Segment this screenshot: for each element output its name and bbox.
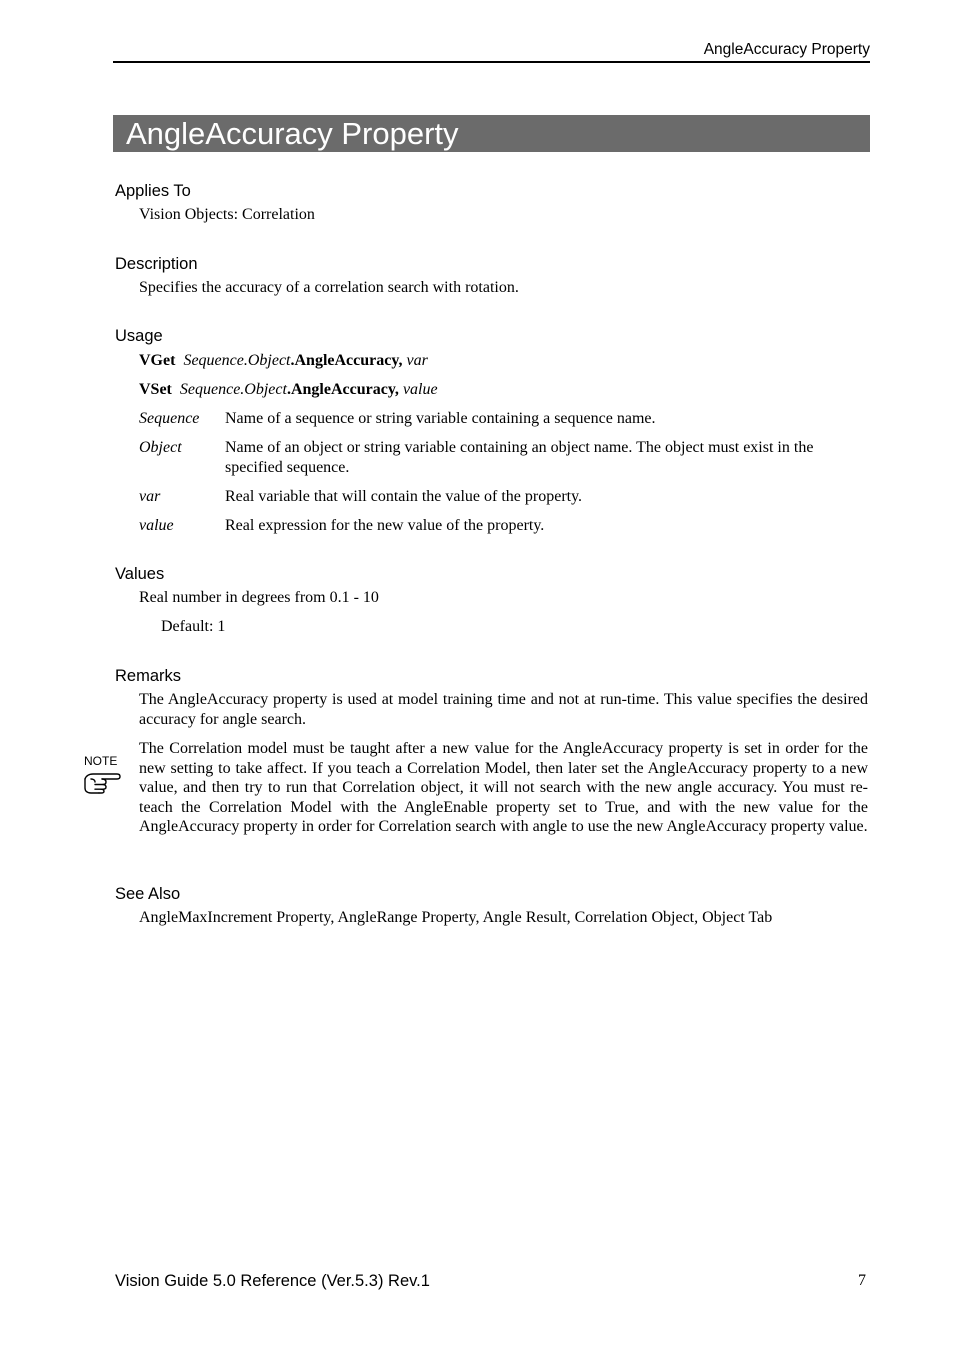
remarks-heading: Remarks bbox=[115, 667, 182, 685]
applies-to-heading: Applies To bbox=[115, 182, 191, 200]
description-heading: Description bbox=[115, 255, 198, 273]
param-name: Sequence bbox=[139, 410, 200, 427]
running-header: AngleAccuracy Property bbox=[703, 41, 870, 58]
note-label: NOTE bbox=[84, 754, 118, 768]
see-also-text: AngleMaxIncrement Property, AngleRange Property, Angle Result, Correlation Object, Object Tab bbox=[139, 909, 773, 926]
page-number: 7 bbox=[858, 1272, 866, 1289]
vset-syntax bbox=[139, 380, 438, 400]
vget-seq-obj: Sequence.Object bbox=[183, 352, 291, 369]
param-name: var bbox=[139, 488, 161, 505]
vset-keyword: VSet bbox=[139, 381, 172, 398]
pointing-hand-icon bbox=[83, 770, 121, 801]
vget-arg: var bbox=[406, 352, 428, 369]
param-description: Name of a sequence or string variable containing a sequence name. bbox=[225, 410, 656, 427]
vget-syntax bbox=[139, 351, 428, 371]
values-default: Default: 1 bbox=[161, 618, 226, 635]
vget-property: .AngleAccuracy, bbox=[290, 352, 403, 369]
description-text: Specifies the accuracy of a correlation search with rotation. bbox=[139, 279, 519, 296]
param-name: value bbox=[139, 517, 174, 534]
vget-keyword: VGet bbox=[139, 352, 176, 369]
header-rule bbox=[113, 61, 870, 63]
param-name: Object bbox=[139, 439, 182, 456]
see-also-heading: See Also bbox=[115, 885, 181, 903]
usage-heading: Usage bbox=[115, 327, 163, 345]
param-description: Real variable that will contain the value of the property. bbox=[225, 488, 583, 505]
param-description: Name of an object or string variable containing an object name. The object must exist in the specified sequence. bbox=[225, 439, 814, 476]
page-title: AngleAccuracy Property bbox=[113, 115, 870, 152]
values-heading: Values bbox=[115, 565, 165, 583]
footer-doc-title: Vision Guide 5.0 Reference (Ver.5.3) Rev.1 bbox=[115, 1272, 430, 1290]
remarks-paragraph-2: The Correlation model must be taught after a new value for the AngleAccuracy property is set in order for the new setting to take affect. If you teach a Correlation Model, then later set the AngleAccuracy property to a new value, and then try to run that Correlation object, it will not search with the new angle accuracy. You must re-teach the Correlation Model with the AngleEnable property set to True, and with the new value for the AngleAccuracy property in order for Correlation search with angle to use the new AngleAccuracy property value. bbox=[139, 740, 868, 835]
vset-arg: value bbox=[402, 381, 438, 398]
applies-to-text: Vision Objects: Correlation bbox=[139, 206, 315, 223]
param-description: Real expression for the new value of the property. bbox=[225, 517, 545, 534]
remarks-paragraph-1: The AngleAccuracy property is used at model training time and not at run-time. This value specifies the desired accuracy for angle search. bbox=[139, 691, 868, 728]
values-text: Real number in degrees from 0.1 - 10 bbox=[139, 589, 379, 606]
vset-property: .AngleAccuracy, bbox=[286, 381, 399, 398]
vset-seq-obj: Sequence.Object bbox=[179, 381, 287, 398]
